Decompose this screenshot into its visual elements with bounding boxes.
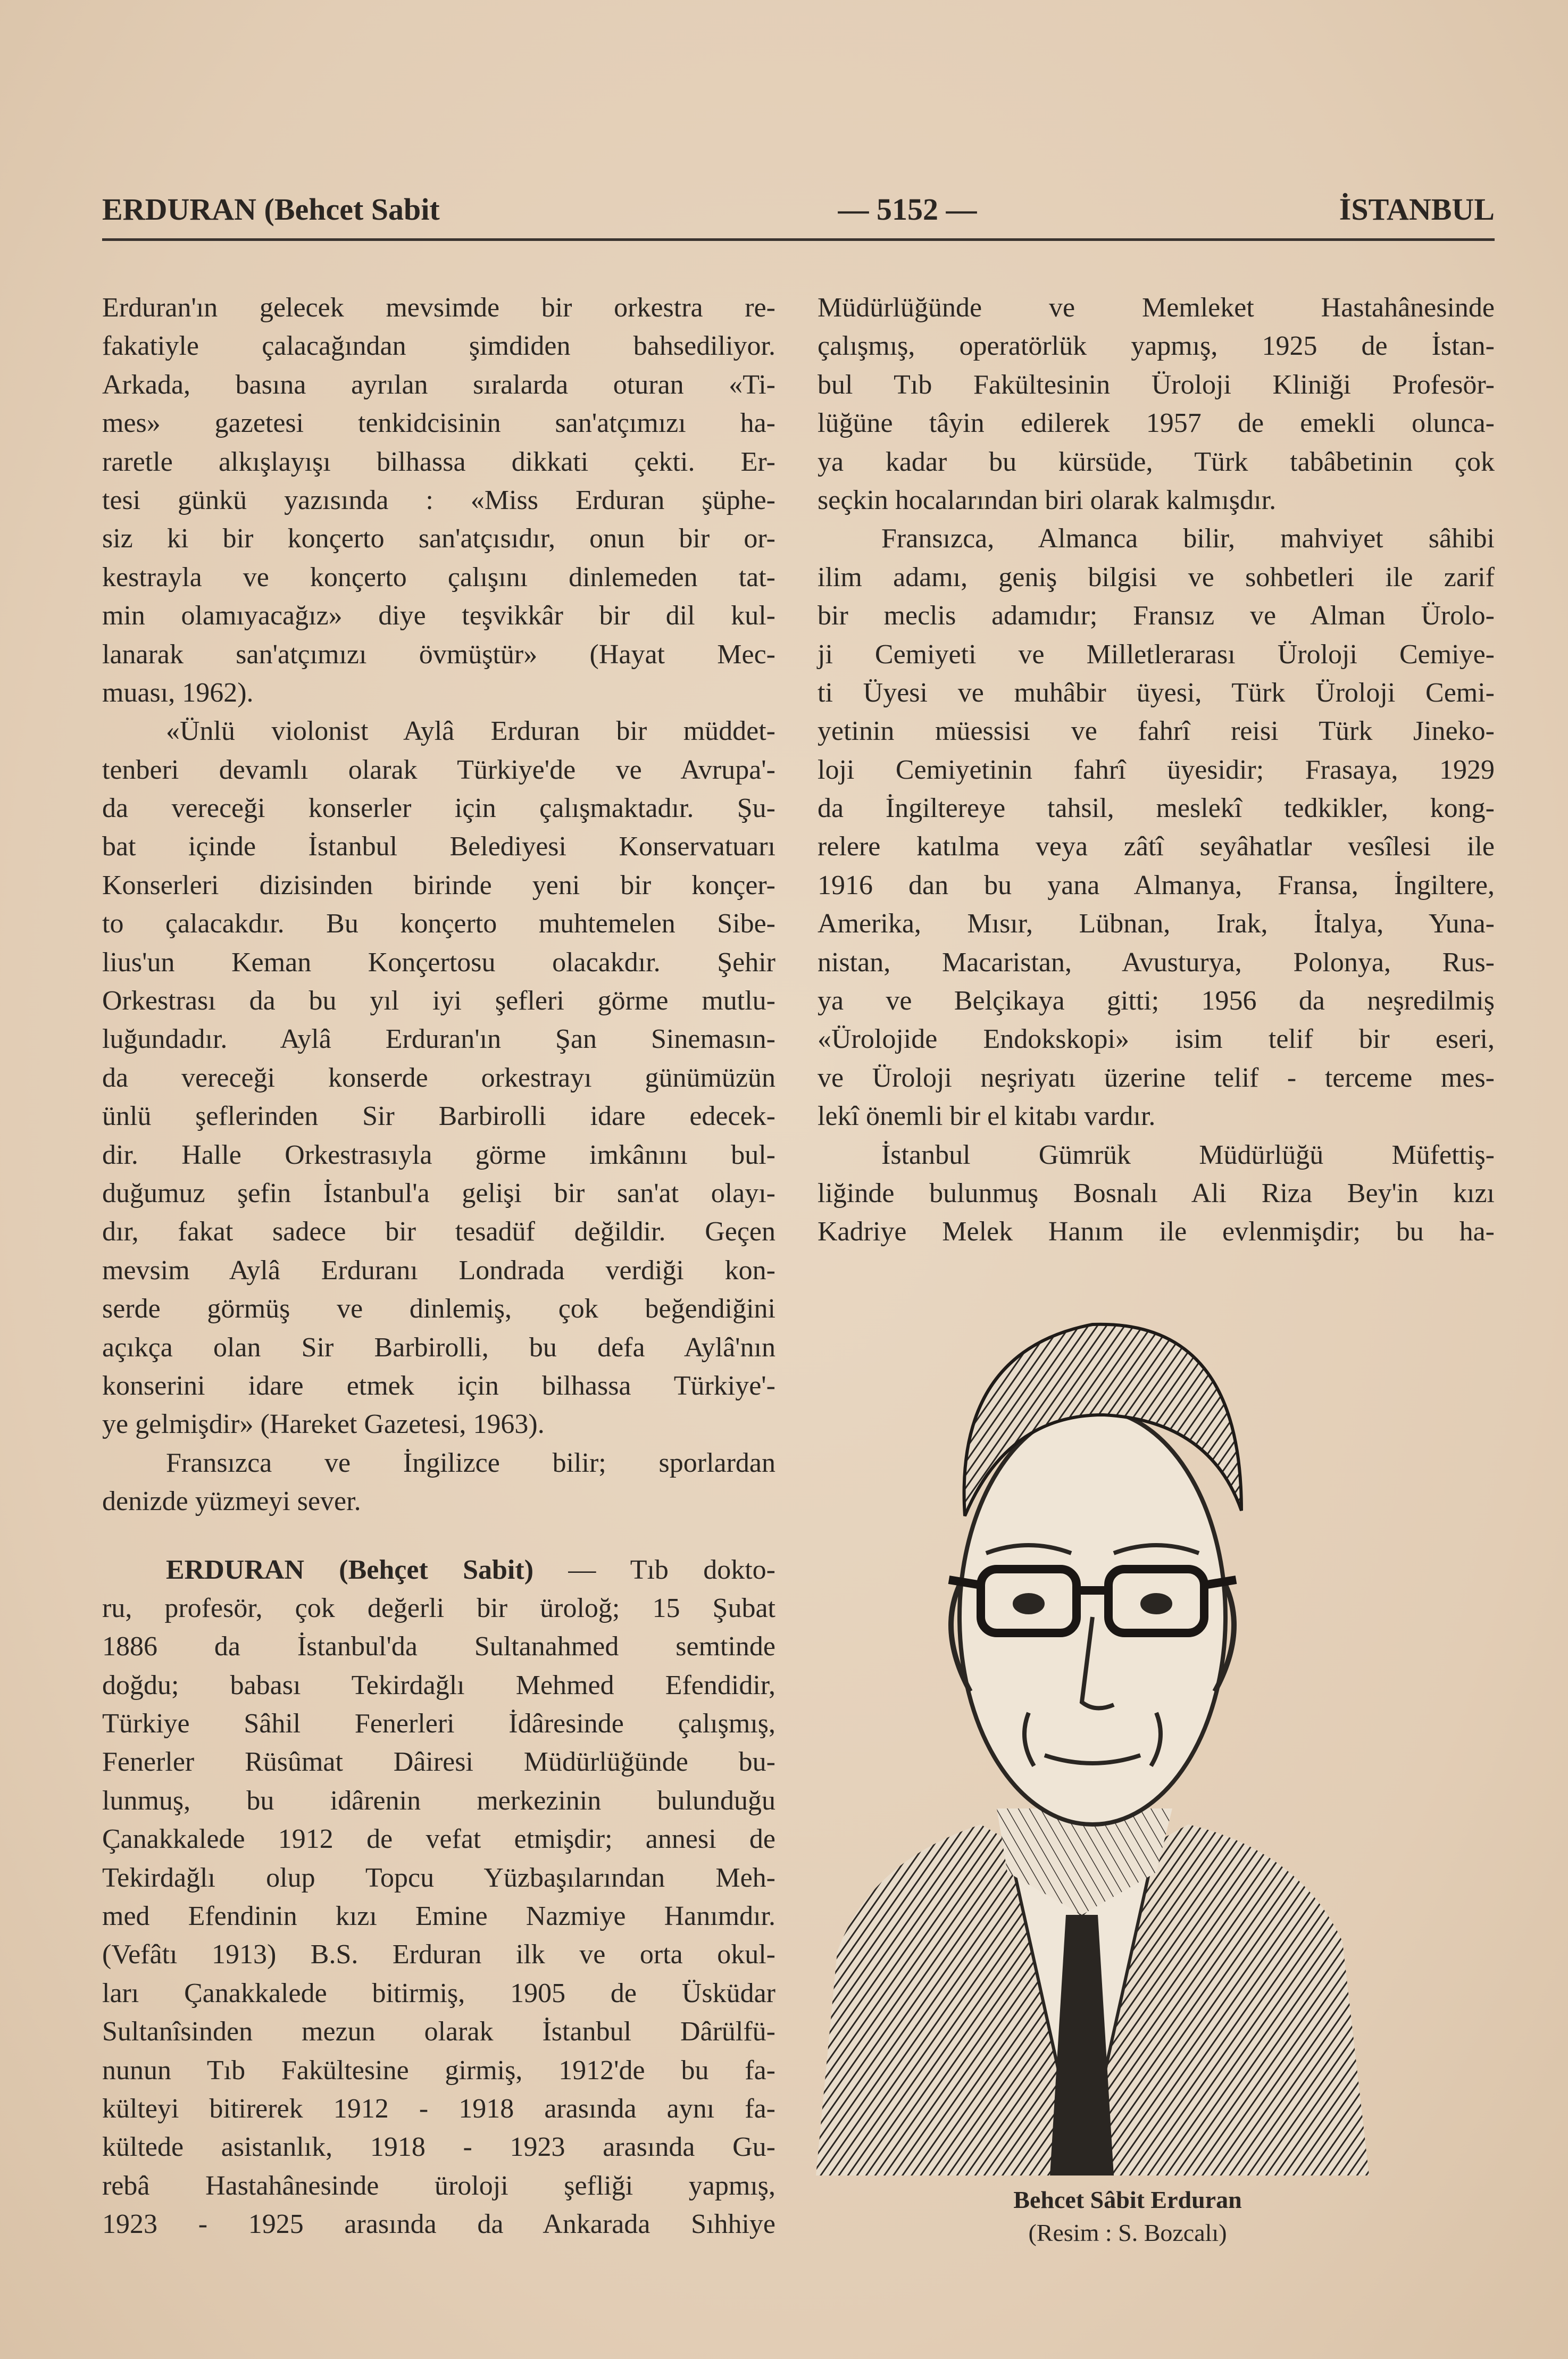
text-line: dır, fakat sadece bir tesadüf değildir. Geçen	[102, 1216, 775, 1247]
text-line: ru, profesör, çok değerli bir üroloğ; 15 Şubat	[102, 1593, 775, 1623]
text-line: Fenerler Rüsûmat Dâiresi Müdürlüğünde bu-	[102, 1747, 775, 1778]
text-line: ye gelmişdir» (Hareket Gazetesi, 1963).	[102, 1409, 545, 1440]
header-rule	[102, 238, 1495, 241]
text-line: lanarak san'atçımızı övmüştür» (Hayat Mec-	[102, 639, 775, 670]
paragraph	[818, 1136, 1495, 1252]
text-line: 1923 - 1925 arasında da Ankarada Sıhhiye	[102, 2209, 775, 2240]
text-line: ilim adamı, geniş bilgisi ve sohbetleri ile zarif	[818, 562, 1495, 593]
text-line: tesi günkü yazısında : «Miss Erduran şüphe-	[102, 485, 775, 515]
text-line: ya kadar bu kürsüde, Türk tabâbetinin çok	[818, 446, 1495, 477]
left-column	[102, 289, 775, 2244]
text-line: nistan, Macaristan, Avusturya, Polonya, Rus-	[818, 947, 1495, 978]
text-line: tenberi devamlı olarak Türkiye'de ve Avrupa'-	[102, 754, 775, 785]
text-line: İstanbul Gümrük Müdürlüğü Müfettiş-	[881, 1139, 1495, 1170]
text-line: raretle alkışlayışı bilhassa dikkati çekti. Er-	[102, 446, 775, 477]
text-line: ları Çanakkalede bitirmiş, 1905 de Üsküdar	[102, 1978, 775, 2008]
text-line: lunmuş, bu idârenin merkezinin bulunduğu	[102, 1785, 775, 1816]
text-line: siz ki bir konçerto san'atçısıdır, onun bir or-	[102, 523, 775, 554]
text-line: min olamıyacağız» diye teşvikkâr bir dil kul-	[102, 601, 775, 631]
text-line: açıkça olan Sir Barbirolli, bu defa Aylâ'nın	[102, 1332, 775, 1363]
text-line: konserini idare etmek için bilhassa Türkiye'-	[102, 1370, 775, 1401]
text-line: kestrayla ve konçerto çalışını dinlemeden tat-	[102, 562, 775, 593]
text-line: ti Üyesi ve muhâbir üyesi, Türk Üroloji Cemi-	[818, 677, 1495, 708]
text-line: mes» gazetesi tenkidcisinin san'atçımızı ha-	[102, 408, 775, 439]
text-line: denizde yüzmeyi sever.	[102, 1486, 361, 1517]
text-line: Arkada, basına ayrılan sıralarda oturan «Ti-	[102, 369, 775, 400]
text-line: da İngiltereye tahsil, meslekî tedkikler, kong-	[818, 793, 1495, 824]
text-line: bat içinde İstanbul Belediyesi Konservatuarı	[102, 831, 775, 862]
text-line: da vereceği konserde orkestrayı günümüzün	[102, 1062, 775, 1093]
paragraph	[102, 289, 775, 712]
entry-headword: ERDURAN (Behçet Sabit)	[166, 1554, 534, 1585]
text-line: liğinde bulunmuş Bosnalı Ali Riza Bey'in kızı	[818, 1178, 1495, 1208]
portrait-head	[951, 1324, 1241, 1915]
text-line: 1886 da İstanbul'da Sultanahmed semtinde	[102, 1631, 775, 1662]
portrait-caption	[862, 2183, 1394, 2249]
text-line: Müdürlüğünde ve Memleket Hastahânesinde	[818, 293, 1495, 323]
text-line: mevsim Aylâ Erduranı Londrada verdiği kon-	[102, 1255, 775, 1286]
text-line: Orkestrası da bu yıl iyi şefleri görme mutlu-	[102, 986, 775, 1016]
text-line: nunun Tıb Fakültesine girmiş, 1912'de bu fa-	[102, 2055, 775, 2086]
text-line: seçkin hocalarından biri olarak kalmışdır.	[818, 485, 1277, 515]
portrait-sketch	[805, 1287, 1378, 2175]
caption-name: Behcet Sâbit Erduran	[1013, 2186, 1242, 2213]
text-line-rest: — Tıb dokto-	[533, 1554, 775, 1585]
text-line: bir meclis adamıdır; Fransız ve Alman Ürolo-	[818, 601, 1495, 631]
header-city: İSTANBUL	[1339, 192, 1495, 227]
text-line: relere katılma veya zâtî seyâhatlar vesîlesi ile	[818, 831, 1495, 862]
running-header	[102, 191, 1495, 229]
text-line: serde görmüş ve dinlemiş, çok beğendiğini	[102, 1294, 775, 1324]
text-line: lius'un Keman Konçertosu olacakdır. Şehir	[102, 947, 775, 978]
text-line: ya ve Belçikaya gitti; 1956 da neşredilmiş	[818, 986, 1495, 1016]
text-line: to çalacakdır. Bu konçerto muhtemelen Sibe-	[102, 908, 775, 939]
text-line: Erduran'ın gelecek mevsimde bir orkestra re-	[102, 293, 775, 323]
text-line: ve Üroloji neşriyatı üzerine telif - terceme mes-	[818, 1062, 1495, 1093]
text-line: lekî önemli bir el kitabı vardır.	[818, 1101, 1156, 1132]
paragraph	[102, 1444, 775, 1521]
text-line: Çanakkalede 1912 de vefat etmişdir; annesi de	[102, 1824, 775, 1855]
text-line: Türkiye Sâhil Fenerleri İdâresinde çalışmış,	[102, 1708, 775, 1739]
text-line: kültede asistanlık, 1918 - 1923 arasında Gu-	[102, 2132, 775, 2163]
text-line: 1916 dan bu yana Almanya, Fransa, İngiltere,	[818, 870, 1495, 901]
text-line: duğumuz şefin İstanbul'a gelişi bir san'at olayı-	[102, 1178, 775, 1208]
text-line	[102, 1551, 775, 1589]
text-line: yetinin müessisi ve fahrî reisi Türk Jineko-	[818, 716, 1495, 747]
header-entry-title: ERDURAN (Behcet Sabit	[102, 192, 440, 227]
text-line: doğdu; babası Tekirdağlı Mehmed Efendidir,	[102, 1670, 775, 1701]
text-line: ünlü şeflerinden Sir Barbirolli idare edecek-	[102, 1101, 775, 1132]
text-line: dir. Halle Orkestrasıyla görme imkânını bul-	[102, 1139, 775, 1170]
text-line: «Ünlü violonist Aylâ Erduran bir müddet-	[166, 716, 775, 747]
text-line: ji Cemiyeti ve Milletlerarası Üroloji Cemiye-	[818, 639, 1495, 670]
text-line: Fransızca ve İngilizce bilir; sporlardan	[166, 1447, 775, 1478]
text-line: da vereceği konserler için çalışmaktadır. Şu-	[102, 793, 775, 824]
text-line: luğundadır. Aylâ Erduran'ın Şan Sinemasın-	[102, 1024, 775, 1055]
paragraph	[102, 712, 775, 1444]
text-line: Kadriye Melek Hanım ile evlenmişdir; bu ha-	[818, 1216, 1495, 1247]
text-line: bul Tıb Fakültesinin Üroloji Kliniği Profesör-	[818, 369, 1495, 400]
right-column	[818, 289, 1495, 1252]
text-line: fakatiyle çalacağından şimdiden bahsediliyor.	[102, 331, 775, 362]
text-line: Tekirdağlı olup Topcu Yüzbaşılarından Meh-	[102, 1862, 775, 1893]
paragraph	[818, 520, 1495, 1136]
text-line: loji Cemiyetinin fahrî üyesidir; Frasaya, 1929	[818, 754, 1495, 785]
caption-credit: (Resim : S. Bozcalı)	[1028, 2219, 1227, 2246]
text-line: med Efendinin kızı Emine Nazmiye Hanımdır.	[102, 1901, 775, 1932]
text-line: Sultanîsinden mezun olarak İstanbul Dârülfü-	[102, 2016, 775, 2047]
text-line: Amerika, Mısır, Lübnan, Irak, İtalya, Yuna-	[818, 908, 1495, 939]
text-line: Konserleri dizisinden birinde yeni bir konçer-	[102, 870, 775, 901]
text-line: «Ürolojide Endokskopi» isim telif bir eseri,	[818, 1024, 1495, 1055]
text-line: (Vefâtı 1913) B.S. Erduran ilk ve orta okul-	[102, 1939, 775, 1970]
text-line: muası, 1962).	[102, 677, 254, 708]
page-number: — 5152 —	[838, 192, 977, 227]
text-line: çalışmış, operatörlük yapmış, 1925 de İstan-	[818, 331, 1495, 362]
text-line: rebâ Hastahânesinde üroloji şefliği yapmış,	[102, 2170, 775, 2201]
text-line: lüğüne tâyin edilerek 1957 de emekli olunca-	[818, 408, 1495, 439]
paragraph	[818, 289, 1495, 520]
text-line: külteyi bitirerek 1912 - 1918 arasında aynı fa-	[102, 2093, 775, 2124]
text-line: Fransızca, Almanca bilir, mahviyet sâhibi	[881, 523, 1495, 554]
paragraph	[102, 1551, 775, 2244]
